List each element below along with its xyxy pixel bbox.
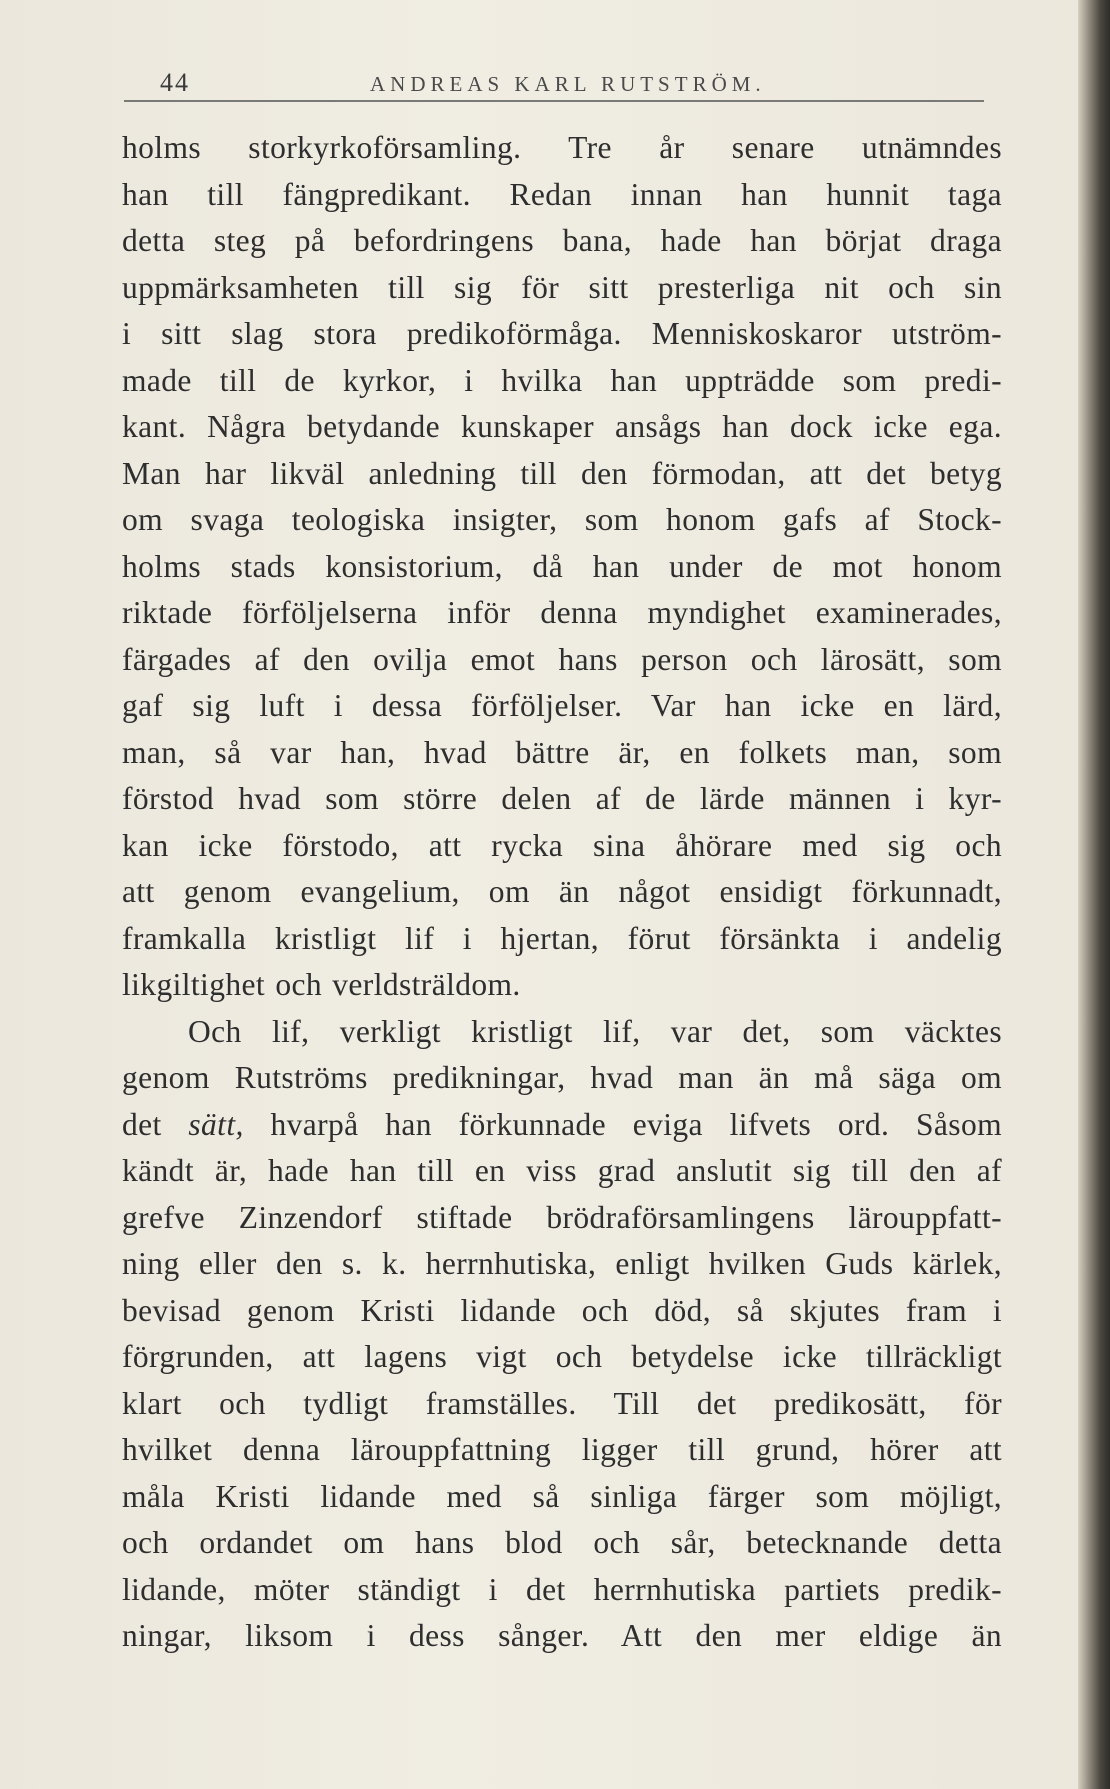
text-line: klart och tydligt framställes. Till det predikosätt, för <box>122 1385 1002 1421</box>
text-line: Och lif, verkligt kristligt lif, var det, som väcktes <box>188 1013 1002 1049</box>
text-line: genom Rutströms predikningar, hvad man än må säga om <box>122 1060 1002 1095</box>
text-line: made till de kyrkor, i hvilka han uppträdde som predi- <box>122 362 1002 398</box>
text-line: ningar, liksom i dess sånger. Att den mer eldige än <box>122 1618 1002 1653</box>
text-line: bevisad genom Kristi lidande och död, så skjutes fram i <box>122 1292 1002 1328</box>
text-line: uppmärksamheten till sig för sitt presterliga nit och sin <box>122 269 1002 305</box>
text-line: om svaga teologiska insigter, som honom gafs af Stock- <box>122 502 1002 537</box>
text-line: att genom evangelium, om än något ensidigt förkunnadt, <box>122 874 1002 909</box>
text-segment: hvarpå han förkunnade eviga lifvets ord. Såsom <box>243 1106 1002 1142</box>
page-header <box>120 62 990 102</box>
text-line: riktade förföljelserna inför denna myndighet examinerades, <box>122 595 1002 630</box>
text-line: Man har likväl anledning till den förmodan, att det betyg <box>122 455 1002 491</box>
paragraph-1 <box>122 125 1002 1009</box>
text-line: kändt är, hade han till en viss grad anslutit sig till den af <box>122 1153 1002 1188</box>
text-line: han till fängpredikant. Redan innan han hunnit taga <box>122 176 1002 212</box>
running-title: ANDREAS KARL RUTSTRÖM. <box>370 72 766 96</box>
text-line: färgades af den ovilja emot hans person och lärosätt, som <box>122 641 1002 677</box>
text-line: kan icke förstodo, att rycka sina åhörare med sig och <box>122 827 1002 863</box>
text-line: holms stads konsistorium, då han under de mot honom <box>122 548 1002 584</box>
text-line: grefve Zinzendorf stiftade brödraförsamlingens lärouppfatt- <box>122 1199 1002 1235</box>
text-line: i sitt slag stora predikoförmåga. Menniskoskaror utström- <box>122 316 1002 351</box>
text-line: gaf sig luft i dessa förföljelser. Var han icke en lärd, <box>122 688 1002 723</box>
text-line: likgiltighet och verldsträldom. <box>122 967 521 1002</box>
text-line: framkalla kristligt lif i hjertan, förut försänkta i andelig <box>122 920 1002 956</box>
header-rule <box>124 100 984 102</box>
text-line-mixed <box>122 1102 1002 1149</box>
text-segment: det <box>122 1106 189 1142</box>
text-line: och ordandet om hans blod och sår, betecknande detta <box>122 1525 1002 1560</box>
book-binding-edge <box>1078 0 1110 1789</box>
italic-word: sätt, <box>188 1106 244 1142</box>
text-line: hvilket denna lärouppfattning ligger till grund, hörer att <box>122 1432 1002 1467</box>
text-line: detta steg på befordringens bana, hade han börjat draga <box>122 223 1002 258</box>
text-line: holms storkyrkoförsamling. Tre år senare utnämndes <box>122 130 1002 165</box>
text-line: ning eller den s. k. herrnhutiska, enligt hvilken Guds kärlek, <box>122 1246 1002 1281</box>
text-line: förstod hvad som större delen af de lärde männen i kyr- <box>122 781 1002 816</box>
paragraph-2 <box>122 1009 1002 1660</box>
text-line: man, så var han, hvad bättre är, en folkets man, som <box>122 734 1002 770</box>
text-line: förgrunden, att lagens vigt och betydelse icke tillräckligt <box>122 1339 1002 1374</box>
text-line: måla Kristi lidande med så sinliga färger som möjligt, <box>122 1478 1002 1514</box>
page-number: 44 <box>160 68 190 97</box>
text-line: lidande, möter ständigt i det herrnhutiska partiets predik- <box>122 1571 1002 1607</box>
body-text <box>122 125 1002 1660</box>
text-line: kant. Några betydande kunskaper ansågs han dock icke ega. <box>122 409 1002 444</box>
